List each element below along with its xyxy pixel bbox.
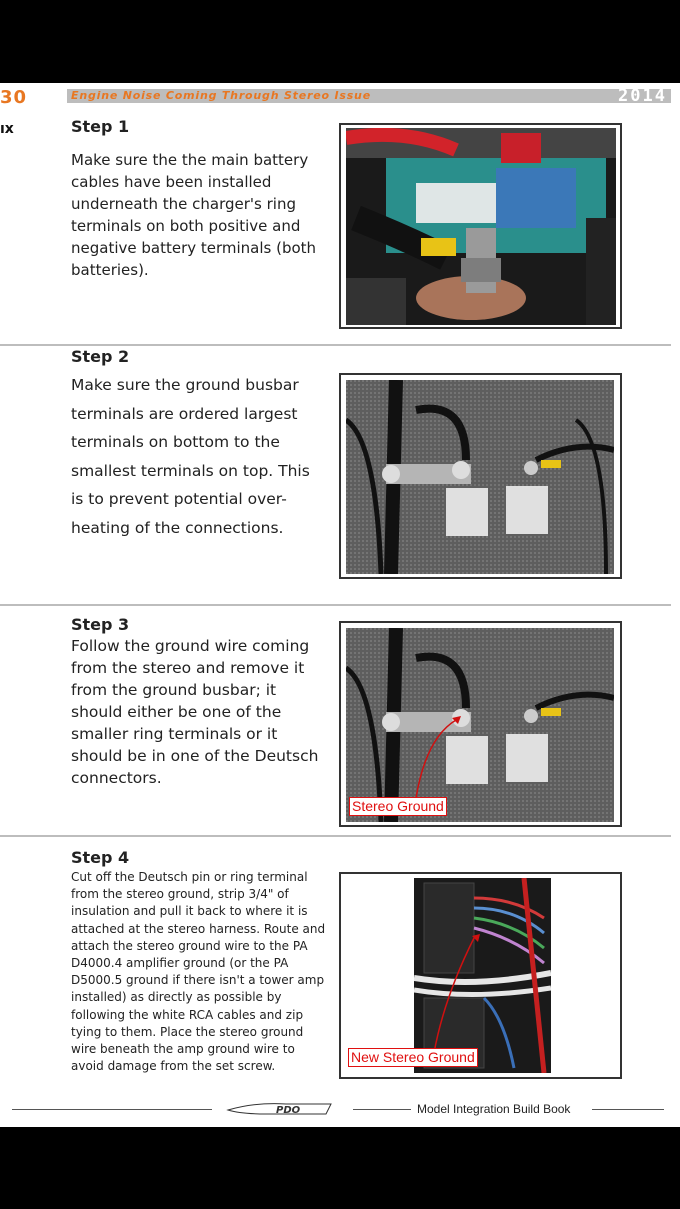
- new-stereo-ground-label: New Stereo Ground: [348, 1048, 478, 1067]
- step-2-photo: [339, 373, 622, 579]
- divider: [0, 604, 671, 606]
- header-year: 2014: [618, 86, 667, 106]
- footer-rule-right: [592, 1109, 664, 1110]
- side-fragment: ıx: [0, 121, 14, 137]
- header-bar: [67, 86, 671, 106]
- footer-rule-left: [12, 1109, 212, 1110]
- step-2-title: Step 2: [71, 347, 130, 366]
- footer-rule-mid: [353, 1109, 411, 1110]
- step-3-photo: [339, 621, 622, 827]
- page-number-fragment: 30: [0, 87, 28, 108]
- step-4-text: Cut off the Deutsch pin or ring terminal from the stereo ground, strip 3/4" of insulation and pull it back to where it is attached at the stereo harness. Route and attach the stereo ground wire to the PA D4000.4 amplifier ground (or the PA D5000.5 ground if there isn't a tower amp installed) as directly as possible by following the white RCA cables and zip tying to them. Place the stereo ground wire beneath the amp ground wire to avoid damage from the set screw.: [71, 870, 326, 1074]
- step-1-text: Make sure the the main battery cables have been installed underneath the charger's ring terminals on both positive and negative battery terminals (both batteries).: [71, 151, 317, 279]
- step-2-text: Make sure the ground busbar terminals are ordered largest terminals on bottom to the smallest terminals on top. This is to prevent potential over-heating of the connections.: [71, 376, 310, 537]
- battery-terminal-image: [346, 128, 616, 325]
- logo-text: PDO: [276, 1105, 301, 1116]
- step-4-title: Step 4: [71, 848, 130, 867]
- header-title: Engine Noise Coming Through Stereo Issue: [71, 89, 371, 102]
- divider: [0, 835, 671, 837]
- step-4-photo: [339, 872, 622, 1079]
- amplifier-wiring-image: [414, 878, 551, 1073]
- step-3-text: Follow the ground wire coming from the stereo and remove it from the ground busbar; it should either be one of the smaller ring terminals or it should be in one of the Deutsch connectors.: [71, 637, 319, 787]
- stereo-ground-label: Stereo Ground: [349, 797, 447, 816]
- step-1-photo: [339, 123, 622, 329]
- boat-logo: [226, 1100, 336, 1118]
- document-page: [0, 83, 680, 1127]
- step-3-title: Step 3: [71, 615, 130, 634]
- stereo-ground-image: [346, 628, 614, 822]
- ground-busbar-image: [346, 380, 614, 574]
- footer-book-title: Model Integration Build Book: [417, 1102, 571, 1116]
- step-1-title: Step 1: [71, 117, 130, 136]
- divider: [0, 344, 671, 346]
